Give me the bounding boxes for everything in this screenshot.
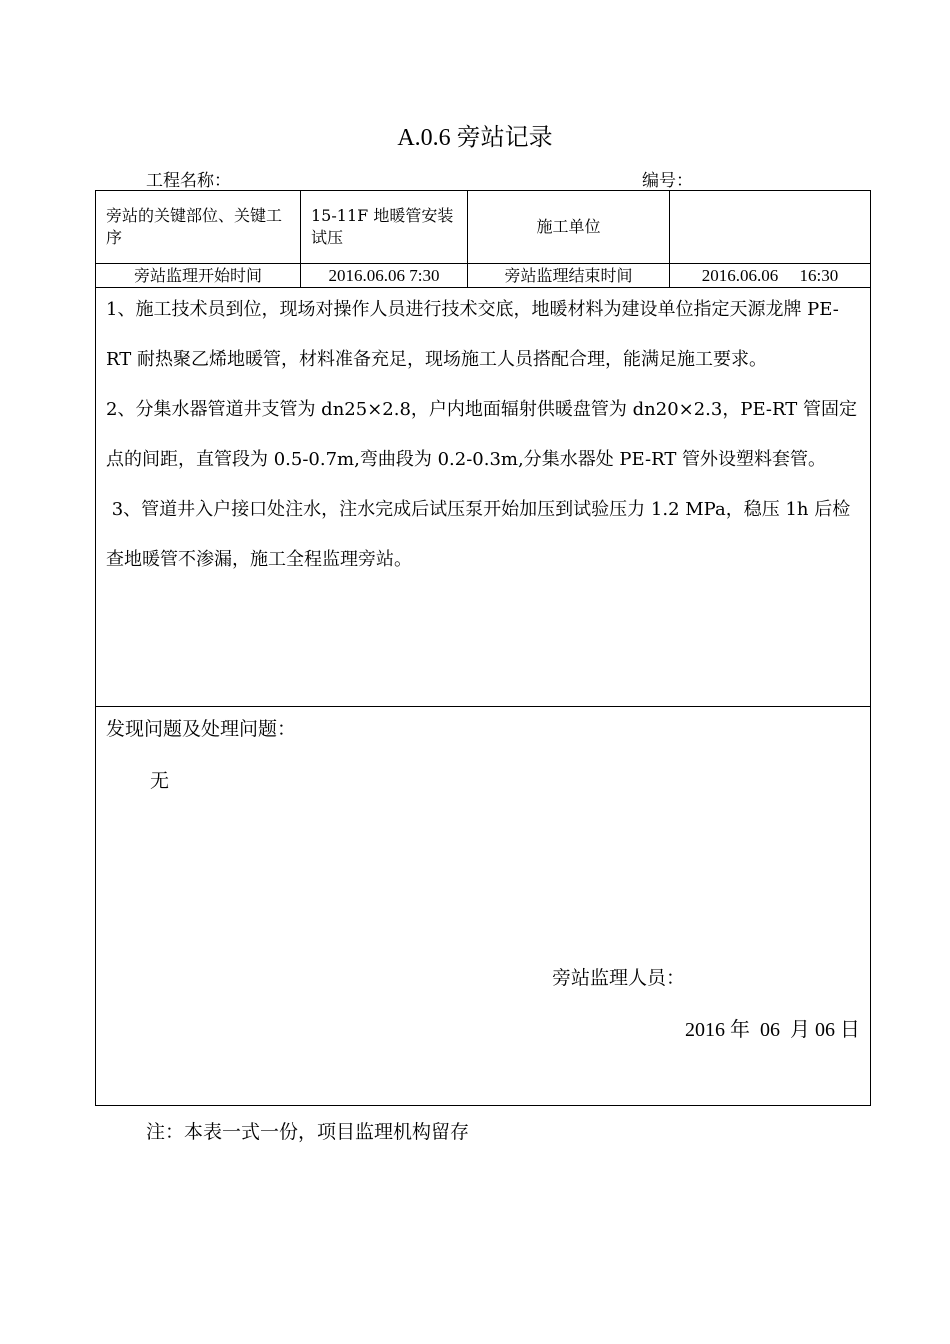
content-paragraph-1: 1、施工技术员到位，现场对操作人员进行技术交底，地暖材料为建设单位指定天源龙牌 PE-RT 耐热聚乙烯地暖管，材料准备充足，现场施工人员搭配合理，能满足施工要求。 — [106, 299, 839, 370]
record-table — [95, 190, 871, 1106]
issues-text: 无 — [150, 770, 170, 792]
footer-note: 注：本表一式一份，项目监理机构留存 — [146, 1121, 470, 1143]
content-paragraph-3: 3、管道井入户接口处注水，注水完成后试压泵开始加压到试验压力 1.2 MPa，稳压 1h 后检查地暖管不渗漏，施工全程监理旁站。 — [106, 499, 851, 570]
document-title: A.0.6 旁站记录 — [397, 125, 553, 151]
supervision-content — [96, 288, 871, 707]
construction-unit-label: 施工单位 — [468, 191, 670, 264]
start-time-value: 2016.06.06 7:30 — [301, 264, 468, 288]
project-name-label: 工程名称： — [146, 171, 231, 191]
sign-date: 2016 年 06 月 06 日 — [685, 1019, 860, 1041]
start-time-label: 旁站监理开始时间 — [96, 264, 301, 288]
content-paragraph-2: 2、分集水器管道井支管为 dn25×2.8，户内地面辐射供暖盘管为 dn20×2.3，PE-RT 管固定点的间距，直管段为 0.5-0.7m,弯曲段为 0.2-0.3m,分集水器处 PE-RT 管外设塑料套管。 — [106, 399, 857, 470]
number-label: 编号： — [642, 171, 693, 191]
construction-unit-value — [670, 191, 871, 264]
issues-cell — [96, 707, 871, 1106]
time-row — [96, 264, 871, 288]
key-part-row — [96, 191, 871, 264]
supervisor-label: 旁站监理人员： — [552, 967, 686, 989]
issues-row — [96, 707, 871, 1106]
issues-label: 发现问题及处理问题： — [106, 718, 297, 740]
key-part-value: 15-11F 地暖管安装试压 — [301, 191, 468, 264]
content-row — [96, 288, 871, 707]
key-part-label: 旁站的关键部位、关键工序 — [96, 191, 301, 264]
end-time-value: 2016.06.06 16:30 — [670, 264, 871, 288]
end-time-label: 旁站监理结束时间 — [468, 264, 670, 288]
